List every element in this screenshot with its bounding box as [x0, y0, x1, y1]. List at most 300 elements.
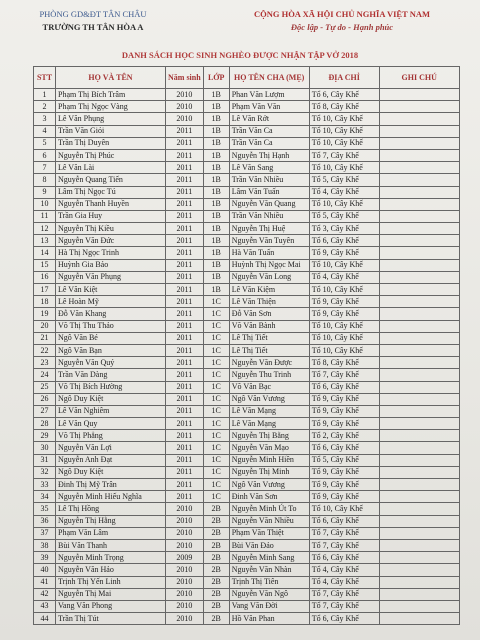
cell-note: [379, 259, 459, 271]
cell-birth-year: 2011: [166, 320, 204, 332]
cell-address: Tổ 9, Cây Khế: [309, 491, 379, 503]
table-row: [34, 393, 460, 405]
cell-note: [379, 539, 459, 551]
cell-stt: 35: [34, 503, 56, 515]
cell-stt: 18: [34, 296, 56, 308]
cell-class: 1B: [203, 271, 229, 283]
cell-stt: 7: [34, 162, 56, 174]
cell-note: [379, 332, 459, 344]
cell-parent-name: Nguyễn Văn Được: [229, 357, 309, 369]
cell-address: Tổ 10, Cây Khế: [309, 162, 379, 174]
cell-stt: 38: [34, 539, 56, 551]
cell-full-name: Lê Văn Kiệt: [56, 284, 166, 296]
cell-full-name: Võ Thị Thu Thảo: [56, 320, 166, 332]
cell-note: [379, 405, 459, 417]
cell-full-name: Trần Văn Giỏi: [56, 125, 166, 137]
cell-stt: 8: [34, 174, 56, 186]
cell-full-name: Nguyễn Văn Hảo: [56, 564, 166, 576]
cell-class: 1B: [203, 113, 229, 125]
cell-note: [379, 162, 459, 174]
cell-address: Tổ 9, Cây Khế: [309, 405, 379, 417]
header-parent-name: HỌ TÊN CHA (MẸ): [229, 67, 309, 89]
cell-class: 1B: [203, 186, 229, 198]
cell-address: Tổ 4, Cây Khế: [309, 186, 379, 198]
cell-birth-year: 2010: [166, 503, 204, 515]
cell-class: 1C: [203, 479, 229, 491]
cell-note: [379, 442, 459, 454]
cell-stt: 1: [34, 89, 56, 101]
table-row: [34, 430, 460, 442]
cell-parent-name: Lê Văn Kiệm: [229, 284, 309, 296]
cell-stt: 37: [34, 527, 56, 539]
cell-birth-year: 2011: [166, 393, 204, 405]
cell-class: 2B: [203, 539, 229, 551]
cell-birth-year: 2011: [166, 491, 204, 503]
cell-full-name: Vang Văn Phong: [56, 600, 166, 612]
cell-note: [379, 149, 459, 161]
cell-birth-year: 2011: [166, 430, 204, 442]
cell-class: 2B: [203, 503, 229, 515]
cell-stt: 16: [34, 271, 56, 283]
cell-birth-year: 2011: [166, 186, 204, 198]
cell-parent-name: Nguyễn Thị Bằng: [229, 430, 309, 442]
cell-class: 1C: [203, 466, 229, 478]
table-row: [34, 576, 460, 588]
table-row: [34, 491, 460, 503]
cell-full-name: Phạm Thị Ngọc Vàng: [56, 101, 166, 113]
cell-parent-name: Bùi Văn Đảo: [229, 539, 309, 551]
cell-birth-year: 2011: [166, 198, 204, 210]
cell-full-name: Lê Hoàn Mỹ: [56, 296, 166, 308]
cell-note: [379, 479, 459, 491]
cell-stt: 27: [34, 405, 56, 417]
cell-class: 1B: [203, 235, 229, 247]
cell-stt: 44: [34, 613, 56, 625]
cell-birth-year: 2010: [166, 101, 204, 113]
cell-full-name: Nguyễn Minh Trọng: [56, 552, 166, 564]
cell-note: [379, 393, 459, 405]
cell-class: 1C: [203, 344, 229, 356]
cell-class: 1B: [203, 259, 229, 271]
cell-class: 1C: [203, 320, 229, 332]
cell-address: Tổ 6, Cây Khế: [309, 515, 379, 527]
cell-class: 2B: [203, 515, 229, 527]
cell-note: [379, 600, 459, 612]
cell-class: 1B: [203, 198, 229, 210]
cell-full-name: Lâm Thị Ngọc Tú: [56, 186, 166, 198]
cell-full-name: Trần Văn Dàng: [56, 369, 166, 381]
table-row: [34, 101, 460, 113]
header-full-name: HỌ VÀ TÊN: [56, 67, 166, 89]
cell-class: 2B: [203, 600, 229, 612]
cell-full-name: Nguyễn Thị Kiều: [56, 223, 166, 235]
table-header-row: [34, 67, 460, 89]
cell-parent-name: Hà Văn Tuấn: [229, 247, 309, 259]
cell-birth-year: 2011: [166, 381, 204, 393]
cell-address: Tổ 6, Cây Khế: [309, 89, 379, 101]
cell-note: [379, 137, 459, 149]
table-row: [34, 344, 460, 356]
cell-stt: 29: [34, 430, 56, 442]
cell-full-name: Nguyễn Minh Hiếu Nghĩa: [56, 491, 166, 503]
cell-note: [379, 588, 459, 600]
cell-parent-name: Lê Văn Mạng: [229, 405, 309, 417]
table-row: [34, 137, 460, 149]
cell-address: Tổ 8, Cây Khế: [309, 101, 379, 113]
table-row: [34, 235, 460, 247]
cell-parent-name: Phan Văn Lượm: [229, 89, 309, 101]
cell-note: [379, 613, 459, 625]
cell-stt: 25: [34, 381, 56, 393]
cell-birth-year: 2011: [166, 247, 204, 259]
cell-full-name: Phạm Thị Bích Trâm: [56, 89, 166, 101]
cell-full-name: Lê Văn Quy: [56, 418, 166, 430]
cell-parent-name: Lâm Văn Tuấn: [229, 186, 309, 198]
cell-note: [379, 89, 459, 101]
cell-stt: 42: [34, 588, 56, 600]
table-row: [34, 247, 460, 259]
table-row: [34, 466, 460, 478]
cell-address: Tổ 7, Cây Khế: [309, 588, 379, 600]
cell-note: [379, 454, 459, 466]
cell-class: 1C: [203, 430, 229, 442]
cell-full-name: Lê Văn Nghiêm: [56, 405, 166, 417]
cell-stt: 34: [34, 491, 56, 503]
cell-stt: 17: [34, 284, 56, 296]
cell-parent-name: Nguyễn Minh Út To: [229, 503, 309, 515]
cell-full-name: Phạm Văn Lâm: [56, 527, 166, 539]
cell-birth-year: 2011: [166, 442, 204, 454]
cell-parent-name: Nguyễn Thị Minh: [229, 466, 309, 478]
header-note: GHI CHÚ: [379, 67, 459, 89]
cell-note: [379, 369, 459, 381]
cell-parent-name: Nguyễn Thị Hạnh: [229, 149, 309, 161]
cell-address: Tổ 10, Cây Khế: [309, 344, 379, 356]
cell-note: [379, 430, 459, 442]
cell-full-name: Ngô Duy Kiệt: [56, 393, 166, 405]
cell-address: Tổ 9, Cây Khế: [309, 308, 379, 320]
cell-birth-year: 2011: [166, 454, 204, 466]
cell-class: 1C: [203, 296, 229, 308]
cell-full-name: Nguyễn Quang Tiến: [56, 174, 166, 186]
cell-stt: 22: [34, 344, 56, 356]
cell-note: [379, 418, 459, 430]
issuer-school: TRƯỜNG TH TÂN HÒA A: [42, 22, 144, 32]
table-row: [34, 357, 460, 369]
cell-birth-year: 2011: [166, 308, 204, 320]
cell-stt: 9: [34, 186, 56, 198]
table-row: [34, 552, 460, 564]
cell-address: Tổ 9, Cây Khế: [309, 247, 379, 259]
cell-full-name: Trần Gia Huy: [56, 210, 166, 222]
table-row: [34, 454, 460, 466]
cell-note: [379, 296, 459, 308]
cell-note: [379, 344, 459, 356]
document-title: DANH SÁCH HỌC SINH NGHÈO ĐƯỢC NHẬN TẬP VỞ 2018: [121, 50, 359, 60]
cell-stt: 3: [34, 113, 56, 125]
cell-birth-year: 2010: [166, 527, 204, 539]
cell-class: 1B: [203, 210, 229, 222]
cell-address: Tổ 10, Cây Khế: [309, 125, 379, 137]
cell-birth-year: 2011: [166, 259, 204, 271]
cell-full-name: Lê Văn Phụng: [56, 113, 166, 125]
cell-stt: 12: [34, 223, 56, 235]
cell-birth-year: 2011: [166, 162, 204, 174]
cell-parent-name: Nguyễn Văn Nhiều: [229, 515, 309, 527]
cell-class: 2B: [203, 527, 229, 539]
cell-birth-year: 2011: [166, 271, 204, 283]
cell-note: [379, 381, 459, 393]
cell-birth-year: 2011: [166, 210, 204, 222]
table-row: [34, 89, 460, 101]
cell-full-name: Trịnh Thị Yến Linh: [56, 576, 166, 588]
cell-birth-year: 2010: [166, 515, 204, 527]
cell-full-name: Nguyễn Văn Quý: [56, 357, 166, 369]
table-row: [34, 442, 460, 454]
cell-address: Tổ 7, Cây Khế: [309, 149, 379, 161]
cell-full-name: Nguyễn Văn Phụng: [56, 271, 166, 283]
table-row: [34, 600, 460, 612]
cell-address: Tổ 10, Cây Khế: [309, 332, 379, 344]
cell-birth-year: 2011: [166, 369, 204, 381]
cell-class: 2B: [203, 564, 229, 576]
cell-birth-year: 2011: [166, 479, 204, 491]
cell-full-name: Ngô Văn Bạn: [56, 344, 166, 356]
cell-class: 1B: [203, 137, 229, 149]
table-row: [34, 174, 460, 186]
cell-stt: 20: [34, 320, 56, 332]
cell-stt: 41: [34, 576, 56, 588]
cell-full-name: Bùi Văn Thanh: [56, 539, 166, 551]
cell-address: Tổ 9, Cây Khế: [309, 393, 379, 405]
table-row: [34, 418, 460, 430]
cell-stt: 10: [34, 198, 56, 210]
cell-class: 1C: [203, 442, 229, 454]
cell-note: [379, 564, 459, 576]
cell-birth-year: 2010: [166, 539, 204, 551]
issuer-block: [18, 8, 168, 34]
cell-class: 1B: [203, 223, 229, 235]
student-list-table: [33, 66, 460, 625]
cell-note: [379, 113, 459, 125]
cell-birth-year: 2011: [166, 284, 204, 296]
cell-birth-year: 2011: [166, 125, 204, 137]
cell-class: 2B: [203, 588, 229, 600]
cell-address: Tổ 10, Cây Khế: [309, 198, 379, 210]
header-address: ĐỊA CHỈ: [309, 67, 379, 89]
cell-full-name: Trần Thị Tút: [56, 613, 166, 625]
table-row: [34, 405, 460, 417]
header-stt: STT: [34, 67, 56, 89]
cell-address: Tổ 6, Cây Khế: [309, 381, 379, 393]
cell-birth-year: 2011: [166, 149, 204, 161]
cell-class: 1C: [203, 393, 229, 405]
cell-note: [379, 576, 459, 588]
cell-address: Tổ 10, Cây Khế: [309, 113, 379, 125]
cell-stt: 23: [34, 357, 56, 369]
cell-class: 1B: [203, 247, 229, 259]
cell-address: Tổ 4, Cây Khế: [309, 576, 379, 588]
cell-address: Tổ 9, Cây Khế: [309, 296, 379, 308]
cell-note: [379, 101, 459, 113]
cell-address: Tổ 10, Cây Khế: [309, 320, 379, 332]
cell-address: Tổ 10, Cây Khế: [309, 259, 379, 271]
cell-note: [379, 515, 459, 527]
cell-class: 1B: [203, 149, 229, 161]
cell-address: Tổ 7, Cây Khế: [309, 539, 379, 551]
cell-parent-name: Đỗ Văn Sơn: [229, 308, 309, 320]
cell-birth-year: 2011: [166, 332, 204, 344]
cell-full-name: Nguyễn Thanh Huyền: [56, 198, 166, 210]
cell-parent-name: Đinh Văn Sơn: [229, 491, 309, 503]
cell-note: [379, 271, 459, 283]
cell-birth-year: 2010: [166, 600, 204, 612]
cell-stt: 15: [34, 259, 56, 271]
cell-birth-year: 2011: [166, 223, 204, 235]
cell-parent-name: Ngô Văn Vương: [229, 393, 309, 405]
cell-parent-name: Nguyễn Văn Long: [229, 271, 309, 283]
cell-parent-name: Lê Thị Tiết: [229, 332, 309, 344]
cell-full-name: Võ Thị Phẳng: [56, 430, 166, 442]
table-row: [34, 198, 460, 210]
cell-stt: 2: [34, 101, 56, 113]
cell-class: 2B: [203, 613, 229, 625]
cell-address: Tổ 7, Cây Khế: [309, 369, 379, 381]
cell-birth-year: 2010: [166, 588, 204, 600]
cell-parent-name: Trần Văn Nhiều: [229, 210, 309, 222]
cell-class: 1C: [203, 454, 229, 466]
table-row: [34, 186, 460, 198]
cell-birth-year: 2011: [166, 405, 204, 417]
cell-parent-name: Nguyễn Minh Sang: [229, 552, 309, 564]
table-row: [34, 564, 460, 576]
cell-class: 1B: [203, 125, 229, 137]
national-motto: Độc lập - Tự do - Hạnh phúc: [290, 22, 394, 32]
cell-address: Tổ 5, Cây Khế: [309, 210, 379, 222]
table-row: [34, 296, 460, 308]
cell-parent-name: Trần Văn Ca: [229, 125, 309, 137]
table-row: [34, 479, 460, 491]
table-row: [34, 113, 460, 125]
cell-birth-year: 2010: [166, 564, 204, 576]
cell-stt: 24: [34, 369, 56, 381]
cell-class: 1C: [203, 357, 229, 369]
cell-class: 1C: [203, 369, 229, 381]
table-row: [34, 125, 460, 137]
cell-full-name: Ngô Văn Bé: [56, 332, 166, 344]
table-row: [34, 369, 460, 381]
cell-class: 1B: [203, 174, 229, 186]
cell-full-name: Nguyễn Văn Đức: [56, 235, 166, 247]
cell-parent-name: Vang Văn Đời: [229, 600, 309, 612]
cell-address: Tổ 9, Cây Khế: [309, 479, 379, 491]
cell-stt: 13: [34, 235, 56, 247]
cell-address: Tổ 6, Cây Khế: [309, 442, 379, 454]
cell-parent-name: Trần Văn Nhiều: [229, 174, 309, 186]
cell-full-name: Đỗ Văn Khang: [56, 308, 166, 320]
cell-birth-year: 2011: [166, 466, 204, 478]
cell-class: 1C: [203, 308, 229, 320]
cell-stt: 26: [34, 393, 56, 405]
cell-address: Tổ 7, Cây Khế: [309, 527, 379, 539]
cell-parent-name: Phạm Văn Văn: [229, 101, 309, 113]
cell-parent-name: Võ Văn Bành: [229, 320, 309, 332]
cell-stt: 6: [34, 149, 56, 161]
cell-birth-year: 2011: [166, 137, 204, 149]
cell-birth-year: 2011: [166, 235, 204, 247]
cell-full-name: Nguyễn Thị Phúc: [56, 149, 166, 161]
table-row: [34, 271, 460, 283]
cell-class: 1C: [203, 332, 229, 344]
table-row: [34, 503, 460, 515]
table-row: [34, 527, 460, 539]
table-row: [34, 162, 460, 174]
cell-parent-name: Huỳnh Thị Ngọc Mai: [229, 259, 309, 271]
cell-full-name: Huỳnh Gia Bảo: [56, 259, 166, 271]
cell-birth-year: 2010: [166, 576, 204, 588]
header-class: LỚP: [203, 67, 229, 89]
cell-full-name: Nguyễn Thị Mai: [56, 588, 166, 600]
table-row: [34, 149, 460, 161]
cell-address: Tổ 9, Cây Khế: [309, 418, 379, 430]
cell-stt: 11: [34, 210, 56, 222]
cell-address: Tổ 6, Cây Khế: [309, 613, 379, 625]
cell-parent-name: Lê Văn Thiện: [229, 296, 309, 308]
cell-address: Tổ 5, Cây Khế: [309, 174, 379, 186]
cell-address: Tổ 8, Cây Khế: [309, 357, 379, 369]
cell-parent-name: Trịnh Thị Tiên: [229, 576, 309, 588]
cell-stt: 40: [34, 564, 56, 576]
table-row: [34, 320, 460, 332]
table-row: [34, 381, 460, 393]
cell-note: [379, 198, 459, 210]
cell-stt: 36: [34, 515, 56, 527]
table-row: [34, 308, 460, 320]
cell-class: 1C: [203, 405, 229, 417]
cell-parent-name: Nguyễn Văn Tuyên: [229, 235, 309, 247]
cell-birth-year: 2011: [166, 357, 204, 369]
cell-stt: 4: [34, 125, 56, 137]
cell-parent-name: Nguyễn Thu Trinh: [229, 369, 309, 381]
cell-birth-year: 2010: [166, 113, 204, 125]
cell-note: [379, 174, 459, 186]
cell-stt: 30: [34, 442, 56, 454]
cell-full-name: Đinh Thị Mỹ Trân: [56, 479, 166, 491]
cell-note: [379, 308, 459, 320]
cell-parent-name: Lê Thị Tiết: [229, 344, 309, 356]
table-row: [34, 613, 460, 625]
cell-full-name: Võ Thị Bích Hường: [56, 381, 166, 393]
cell-stt: 33: [34, 479, 56, 491]
cell-parent-name: Lê Văn Mạng: [229, 418, 309, 430]
cell-note: [379, 552, 459, 564]
cell-parent-name: Nguyễn Văn Mạo: [229, 442, 309, 454]
cell-parent-name: Phạm Văn Thiệt: [229, 527, 309, 539]
cell-class: 2B: [203, 576, 229, 588]
cell-note: [379, 284, 459, 296]
cell-parent-name: Lê Văn Rớt: [229, 113, 309, 125]
cell-note: [379, 235, 459, 247]
cell-class: 2B: [203, 552, 229, 564]
national-header: [222, 8, 462, 34]
cell-birth-year: 2010: [166, 89, 204, 101]
cell-full-name: Trần Thị Duyên: [56, 137, 166, 149]
cell-parent-name: Võ Văn Bạc: [229, 381, 309, 393]
cell-birth-year: 2009: [166, 552, 204, 564]
cell-address: Tổ 4, Cây Khế: [309, 564, 379, 576]
cell-parent-name: Ngô Văn Vương: [229, 479, 309, 491]
table-row: [34, 539, 460, 551]
